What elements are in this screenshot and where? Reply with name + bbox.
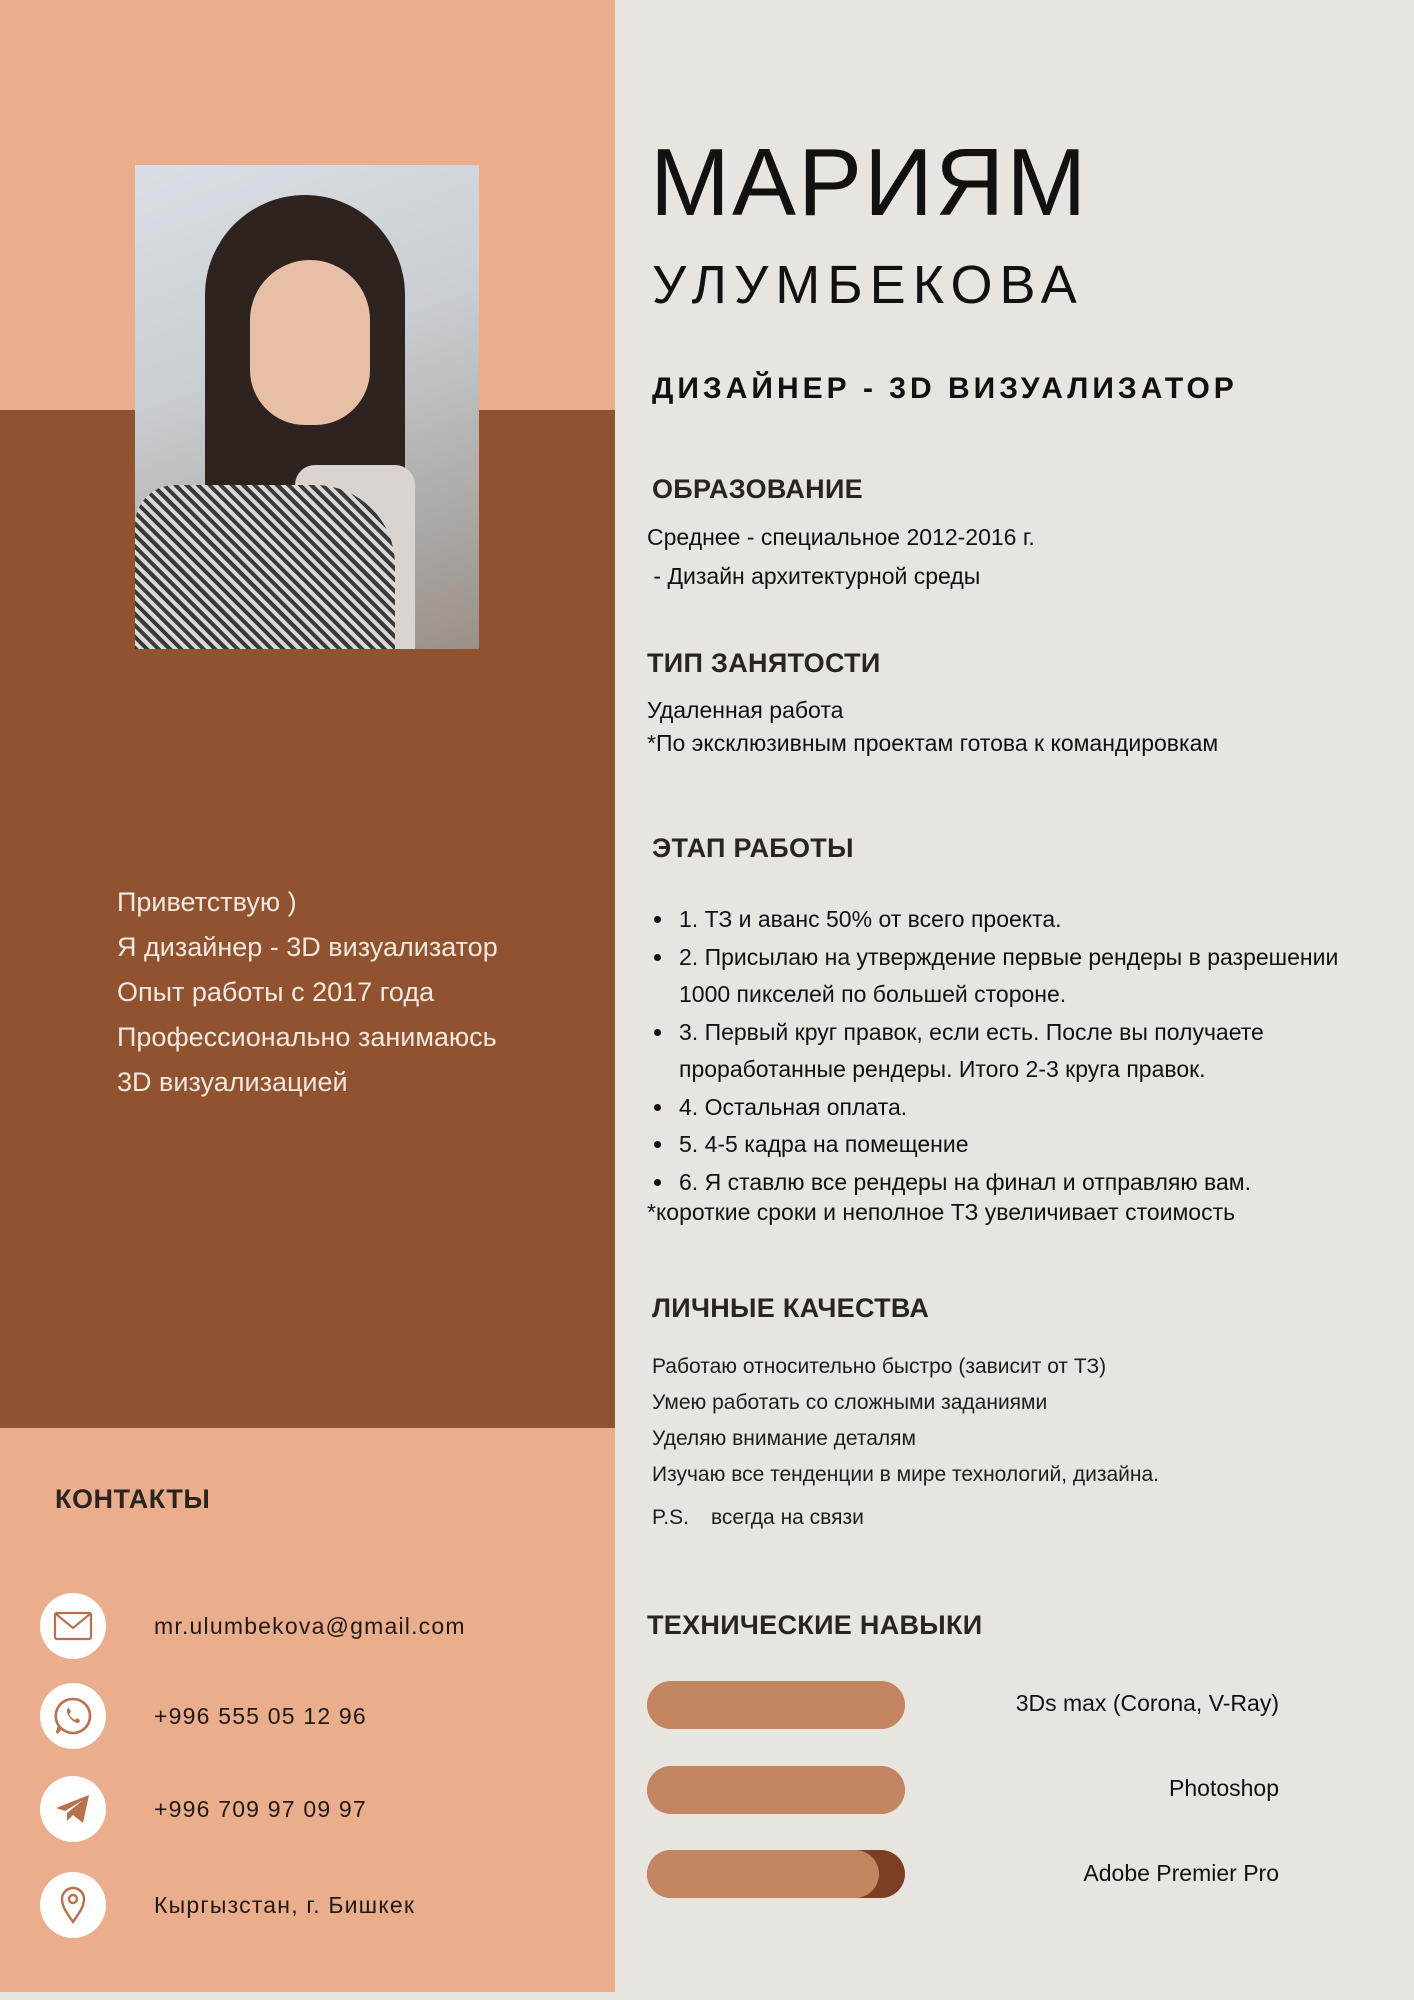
workflow-steps-list <box>647 901 1395 1201</box>
skill-bar <box>647 1850 905 1898</box>
greeting-line: Опыт работы с 2017 года <box>117 977 435 1007</box>
list-item: • 3. Первый круг правок, если есть. После вы получаете проработанные рендеры. Итого 2-3 круга правок. <box>675 1014 1395 1089</box>
contact-email-text[interactable]: mr.ulumbekova@gmail.com <box>154 1612 466 1639</box>
skills-heading: ТЕХНИЧЕСКИЕ НАВЫКИ <box>647 1610 983 1640</box>
contact-location <box>40 1871 415 1939</box>
whatsapp-icon <box>40 1683 106 1749</box>
skill-bar <box>647 1766 905 1814</box>
list-item: • 4. Остальная оплата. <box>675 1089 1395 1127</box>
greeting-line: Я дизайнер - 3D визуализатор <box>117 932 498 962</box>
qualities-heading: ЛИЧНЫЕ КАЧЕСТВА <box>652 1293 930 1323</box>
last-name: УЛУМБЕКОВА <box>652 255 1084 315</box>
list-item: • 6. Я ставлю все рендеры на финал и отправляю вам. <box>675 1164 1395 1202</box>
skill-label: Adobe Premier Pro <box>1083 1860 1279 1886</box>
skill-bar-fill <box>647 1681 905 1729</box>
greeting-line: Профессионально занимаюсь <box>117 1022 497 1052</box>
profile-photo <box>135 165 479 649</box>
education-line: Среднее - специальное 2012-2016 г. <box>647 524 1035 550</box>
workflow-heading: ЭТАП РАБОТЫ <box>652 833 854 863</box>
list-item: Уделяю внимание деталям <box>652 1427 916 1450</box>
job-title: ДИЗАЙНЕР - 3D ВИЗУАЛИЗАТОР <box>652 372 1238 405</box>
list-item: Умею работать со сложными заданиями <box>652 1391 1048 1414</box>
contact-location-text: Кыргызстан, г. Бишкек <box>154 1891 416 1918</box>
skill-bar-fill <box>647 1850 879 1898</box>
mail-icon <box>40 1593 106 1659</box>
location-pin-icon <box>40 1872 106 1938</box>
list-item: • 2. Присылаю на утверждение первые рендеры в разрешении 1000 пикселей по большей стороне. <box>675 939 1395 1014</box>
ps-note <box>652 1506 864 1530</box>
contact-telegram[interactable] <box>40 1775 367 1843</box>
contact-telegram-text[interactable]: +996 709 97 09 97 <box>154 1795 367 1822</box>
skill-label: 3Ds max (Corona, V-Ray) <box>1015 1690 1279 1716</box>
education-heading: ОБРАЗОВАНИЕ <box>652 474 863 504</box>
contacts-heading: КОНТАКТЫ <box>55 1484 211 1514</box>
qualities-list <box>652 1349 1159 1493</box>
greeting-text <box>117 880 597 1105</box>
employment-line: Удаленная работа <box>647 697 844 723</box>
ps-text: всегда на связи <box>710 1506 864 1529</box>
list-item: Изучаю все тенденции в мире технологий, дизайна. <box>652 1463 1159 1486</box>
list-item: • 1. ТЗ и аванс 50% от всего проекта. <box>675 901 1395 939</box>
skill-label: Photoshop <box>1169 1775 1279 1801</box>
ps-label: P.S. <box>652 1506 689 1529</box>
greeting-line: 3D визуализацией <box>117 1067 348 1097</box>
greeting-line: Приветствую ) <box>117 887 297 917</box>
skill-bar-fill <box>647 1766 905 1814</box>
skill-bar <box>647 1681 905 1729</box>
education-line: - Дизайн архитектурной среды <box>647 563 981 589</box>
workflow-note: *короткие сроки и неполное ТЗ увеличивает стоимость <box>647 1199 1236 1225</box>
employment-heading: ТИП ЗАНЯТОСТИ <box>647 648 881 678</box>
list-item: • 5. 4-5 кадра на помещение <box>675 1126 1395 1164</box>
left-column <box>0 0 615 2000</box>
employment-line: *По эксклюзивным проектам готова к командировкам <box>647 730 1219 756</box>
contact-email[interactable] <box>40 1592 466 1660</box>
contact-whatsapp[interactable] <box>40 1682 367 1750</box>
first-name: МАРИЯМ <box>650 129 1089 236</box>
telegram-icon <box>40 1776 106 1842</box>
contact-whatsapp-text[interactable]: +996 555 05 12 96 <box>154 1702 367 1729</box>
list-item: Работаю относительно быстро (зависит от ТЗ) <box>652 1355 1107 1378</box>
